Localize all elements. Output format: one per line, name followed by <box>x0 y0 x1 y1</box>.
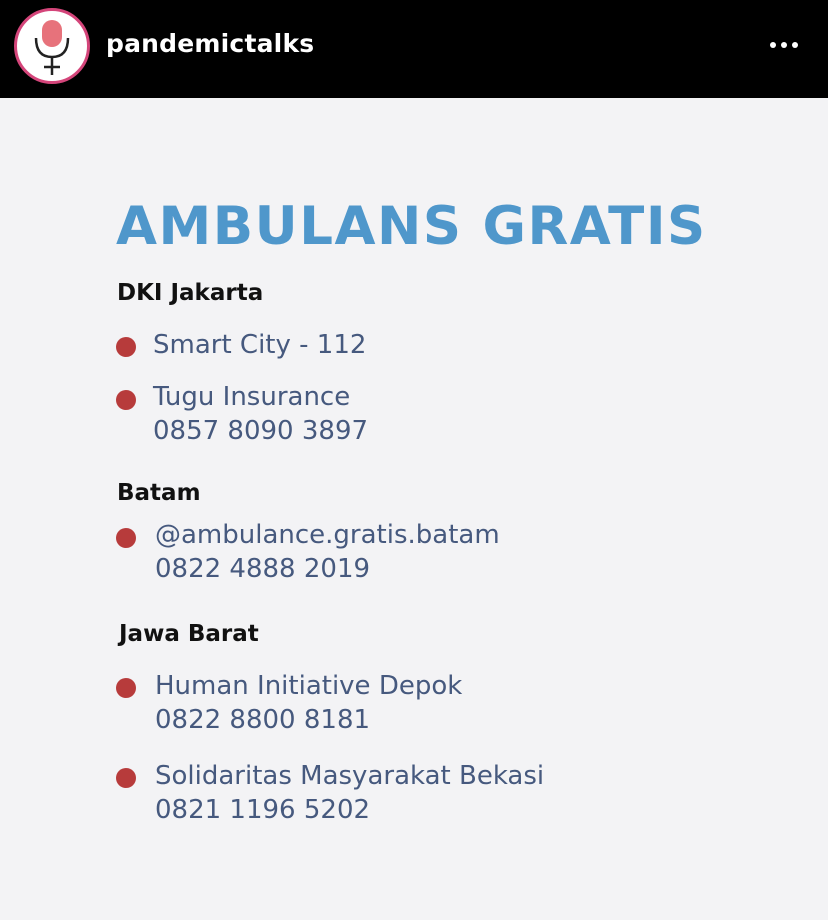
bullet-icon <box>116 768 136 788</box>
region-heading-batam: Batam <box>117 480 201 506</box>
entry-name: Human Initiative Depok <box>155 671 463 701</box>
bullet-icon <box>116 678 136 698</box>
bullet-icon <box>116 337 136 357</box>
entry-name: @ambulance.gratis.batam <box>155 520 500 550</box>
microphone-venus-icon <box>17 11 87 81</box>
region-heading-dki-jakarta: DKI Jakarta <box>117 280 264 306</box>
entry-phone: 0821 1196 5202 <box>155 795 371 825</box>
entry-name: Solidaritas Masyarakat Bekasi <box>155 761 545 791</box>
entry-phone: 0857 8090 3897 <box>153 416 369 446</box>
entry-name: Smart City - 112 <box>153 330 367 360</box>
entry-phone: 0822 4888 2019 <box>155 554 371 584</box>
post-username[interactable]: pandemictalks <box>106 29 315 58</box>
post-header <box>0 0 828 98</box>
entry-name: Tugu Insurance <box>153 382 351 412</box>
region-heading-jawa-barat: Jawa Barat <box>119 621 259 647</box>
post-image <box>0 98 828 920</box>
more-options-icon[interactable] <box>768 40 800 50</box>
profile-avatar[interactable] <box>14 8 90 84</box>
post-title: AMBULANS GRATIS <box>116 196 707 257</box>
entry-phone: 0822 8800 8181 <box>155 705 371 735</box>
bullet-icon <box>116 528 136 548</box>
bullet-icon <box>116 390 136 410</box>
